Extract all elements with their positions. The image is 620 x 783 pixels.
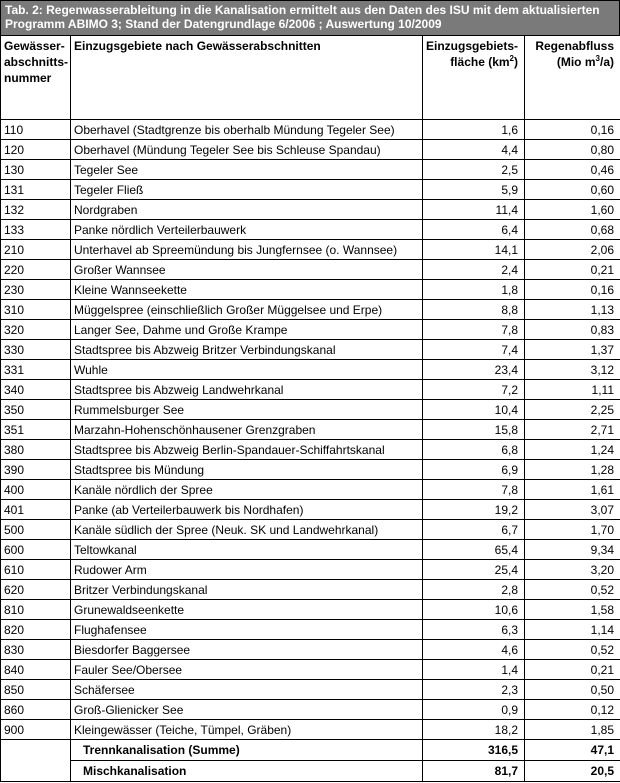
table-row — [1, 600, 620, 620]
cell-area: 10,6 — [423, 600, 525, 620]
cell-area: 2,4 — [423, 260, 525, 280]
cell-section-number: 331 — [1, 360, 71, 380]
cell-catchment-name: Schäfersee — [71, 680, 423, 700]
cell-area: 4,4 — [423, 140, 525, 160]
cell-section-number: 351 — [1, 420, 71, 440]
cell-runoff: 1,13 — [525, 300, 620, 320]
table-row — [1, 660, 620, 680]
cell-catchment-name: Biesdorfer Baggersee — [71, 640, 423, 660]
cell-section-number: 500 — [1, 520, 71, 540]
cell-catchment-name: Kanäle nördlich der Spree — [71, 480, 423, 500]
cell-section-number: 850 — [1, 680, 71, 700]
cell-area: 11,4 — [423, 200, 525, 220]
table-row — [1, 540, 620, 560]
total-empty-cell — [1, 740, 71, 761]
header-catchment-name: Einzugsgebiete nach Gewässerabschnitten — [71, 36, 423, 120]
cell-section-number: 860 — [1, 700, 71, 720]
cell-catchment-name: Teltowkanal — [71, 540, 423, 560]
cell-runoff: 0,52 — [525, 580, 620, 600]
table-body — [1, 120, 620, 782]
cell-area: 23,4 — [423, 360, 525, 380]
cell-runoff: 2,06 — [525, 240, 620, 260]
cell-runoff: 0,60 — [525, 180, 620, 200]
total-area: 316,5 — [423, 740, 525, 761]
table-row — [1, 380, 620, 400]
cell-area: 65,4 — [423, 540, 525, 560]
cell-section-number: 320 — [1, 320, 71, 340]
table-row — [1, 260, 620, 280]
table-row — [1, 300, 620, 320]
cell-catchment-name: Stadtspree bis Abzweig Landwehrkanal — [71, 380, 423, 400]
cell-section-number: 390 — [1, 460, 71, 480]
cell-catchment-name: Tegeler Fließ — [71, 180, 423, 200]
table-row — [1, 200, 620, 220]
cell-section-number: 120 — [1, 140, 71, 160]
cell-area: 7,2 — [423, 380, 525, 400]
cell-catchment-name: Kanäle südlich der Spree (Neuk. SK und Landwehrkanal) — [71, 520, 423, 540]
cell-section-number: 400 — [1, 480, 71, 500]
cell-runoff: 0,12 — [525, 700, 620, 720]
cell-section-number: 340 — [1, 380, 71, 400]
cell-area: 5,9 — [423, 180, 525, 200]
cell-area: 25,4 — [423, 560, 525, 580]
cell-area: 10,4 — [423, 400, 525, 420]
cell-catchment-name: Oberhavel (Mündung Tegeler See bis Schleuse Spandau) — [71, 140, 423, 160]
cell-catchment-name: Tegeler See — [71, 160, 423, 180]
cell-runoff: 1,14 — [525, 620, 620, 640]
total-runoff: 20,5 — [525, 761, 620, 782]
table-row — [1, 360, 620, 380]
cell-runoff: 0,52 — [525, 640, 620, 660]
cell-catchment-name: Fauler See/Obersee — [71, 660, 423, 680]
table-row — [1, 240, 620, 260]
total-row — [1, 761, 620, 782]
total-label: Mischkanalisation — [71, 761, 423, 782]
cell-catchment-name: Wuhle — [71, 360, 423, 380]
cell-runoff: 9,34 — [525, 540, 620, 560]
cell-area: 1,8 — [423, 280, 525, 300]
table-row — [1, 320, 620, 340]
cell-catchment-name: Groß-Glienicker See — [71, 700, 423, 720]
cell-area: 8,8 — [423, 300, 525, 320]
header-section-number: Gewässer- abschnitts- nummer — [1, 36, 71, 120]
cell-section-number: 132 — [1, 200, 71, 220]
cell-area: 7,4 — [423, 340, 525, 360]
table-row — [1, 680, 620, 700]
cell-section-number: 220 — [1, 260, 71, 280]
cell-section-number: 380 — [1, 440, 71, 460]
cell-runoff: 3,07 — [525, 500, 620, 520]
cell-catchment-name: Müggelspree (einschließlich Großer Müggelsee und Erpe) — [71, 300, 423, 320]
cell-section-number: 830 — [1, 640, 71, 660]
table-row — [1, 700, 620, 720]
cell-area: 6,4 — [423, 220, 525, 240]
cell-section-number: 900 — [1, 720, 71, 740]
cell-runoff: 1,60 — [525, 200, 620, 220]
cell-area: 1,6 — [423, 120, 525, 140]
cell-section-number: 810 — [1, 600, 71, 620]
cell-catchment-name: Stadtspree bis Abzweig Berlin-Spandauer-Schiffahrtskanal — [71, 440, 423, 460]
cell-runoff: 0,21 — [525, 660, 620, 680]
cell-section-number: 210 — [1, 240, 71, 260]
table-row — [1, 400, 620, 420]
cell-runoff: 2,25 — [525, 400, 620, 420]
table-row — [1, 620, 620, 640]
cell-catchment-name: Nordgraben — [71, 200, 423, 220]
table-row — [1, 480, 620, 500]
cell-area: 18,2 — [423, 720, 525, 740]
total-area: 81,7 — [423, 761, 525, 782]
table-row — [1, 500, 620, 520]
cell-catchment-name: Grunewaldseenkette — [71, 600, 423, 620]
table-row — [1, 440, 620, 460]
cell-runoff: 1,28 — [525, 460, 620, 480]
cell-catchment-name: Langer See, Dahme und Große Krampe — [71, 320, 423, 340]
cell-runoff: 1,61 — [525, 480, 620, 500]
cell-section-number: 133 — [1, 220, 71, 240]
cell-runoff: 0,68 — [525, 220, 620, 240]
cell-area: 6,8 — [423, 440, 525, 460]
cell-area: 7,8 — [423, 320, 525, 340]
cell-runoff: 1,58 — [525, 600, 620, 620]
cell-runoff: 2,71 — [525, 420, 620, 440]
cell-section-number: 230 — [1, 280, 71, 300]
cell-area: 6,9 — [423, 460, 525, 480]
cell-catchment-name: Panke nördlich Verteilerbauwerk — [71, 220, 423, 240]
cell-runoff: 0,46 — [525, 160, 620, 180]
cell-catchment-name: Kleingewässer (Teiche, Tümpel, Gräben) — [71, 720, 423, 740]
cell-section-number: 600 — [1, 540, 71, 560]
catchment-table — [0, 35, 620, 782]
cell-runoff: 0,16 — [525, 280, 620, 300]
table-row — [1, 340, 620, 360]
cell-catchment-name: Kleine Wannseekette — [71, 280, 423, 300]
cell-runoff: 0,80 — [525, 140, 620, 160]
cell-runoff: 1,24 — [525, 440, 620, 460]
cell-area: 6,3 — [423, 620, 525, 640]
cell-section-number: 620 — [1, 580, 71, 600]
table-row — [1, 580, 620, 600]
table-row — [1, 280, 620, 300]
cell-section-number: 610 — [1, 560, 71, 580]
table-row — [1, 120, 620, 140]
cell-section-number: 110 — [1, 120, 71, 140]
cell-catchment-name: Flughafensee — [71, 620, 423, 640]
table-row — [1, 720, 620, 740]
table-row — [1, 560, 620, 580]
table-row — [1, 160, 620, 180]
total-empty-cell — [1, 761, 71, 782]
table-title: Tab. 2: Regenwasserableitung in die Kanalisation ermittelt aus den Daten des ISU mit dem aktualisierten Programm ABIMO 3; Stand der Datengrundlage 6/2006 ; Auswertung 10/2009 — [0, 0, 620, 35]
cell-catchment-name: Großer Wannsee — [71, 260, 423, 280]
table-row — [1, 420, 620, 440]
cell-area: 0,9 — [423, 700, 525, 720]
cell-area: 15,8 — [423, 420, 525, 440]
cell-area: 6,7 — [423, 520, 525, 540]
cell-catchment-name: Stadtspree bis Abzweig Britzer Verbindungskanal — [71, 340, 423, 360]
header-runoff: Regenabfluss (Mio $m^3/a$) — [525, 36, 620, 120]
cell-section-number: 820 — [1, 620, 71, 640]
cell-area: 2,5 — [423, 160, 525, 180]
header-row — [1, 36, 620, 120]
cell-catchment-name: Marzahn-Hohenschönhausener Grenzgraben — [71, 420, 423, 440]
cell-area: 1,4 — [423, 660, 525, 680]
cell-section-number: 840 — [1, 660, 71, 680]
cell-area: 7,8 — [423, 480, 525, 500]
cell-runoff: 1,85 — [525, 720, 620, 740]
cell-section-number: 330 — [1, 340, 71, 360]
cell-runoff: 0,83 — [525, 320, 620, 340]
table-row — [1, 640, 620, 660]
cell-catchment-name: Unterhavel ab Spreemündung bis Jungfernsee (o. Wannsee) — [71, 240, 423, 260]
header-catchment-area: Einzugsgebiets- fläche $(km^2)$ — [423, 36, 525, 120]
cell-runoff: 3,20 — [525, 560, 620, 580]
cell-runoff: 0,16 — [525, 120, 620, 140]
total-runoff: 47,1 — [525, 740, 620, 761]
table-row — [1, 140, 620, 160]
cell-area: 2,3 — [423, 680, 525, 700]
cell-catchment-name: Rudower Arm — [71, 560, 423, 580]
table-row — [1, 180, 620, 200]
cell-section-number: 130 — [1, 160, 71, 180]
cell-catchment-name: Panke (ab Verteilerbauwerk bis Nordhafen) — [71, 500, 423, 520]
cell-area: 14,1 — [423, 240, 525, 260]
cell-catchment-name: Oberhavel (Stadtgrenze bis oberhalb Mündung Tegeler See) — [71, 120, 423, 140]
cell-section-number: 310 — [1, 300, 71, 320]
cell-section-number: 131 — [1, 180, 71, 200]
cell-catchment-name: Stadtspree bis Mündung — [71, 460, 423, 480]
cell-section-number: 401 — [1, 500, 71, 520]
cell-area: 4,6 — [423, 640, 525, 660]
table-row — [1, 460, 620, 480]
cell-runoff: 0,21 — [525, 260, 620, 280]
cell-catchment-name: Rummelsburger See — [71, 400, 423, 420]
cell-runoff: 1,70 — [525, 520, 620, 540]
cell-runoff: 3,12 — [525, 360, 620, 380]
cell-runoff: 1,37 — [525, 340, 620, 360]
cell-catchment-name: Britzer Verbindungskanal — [71, 580, 423, 600]
table-row — [1, 520, 620, 540]
cell-runoff: 1,11 — [525, 380, 620, 400]
cell-area: 2,8 — [423, 580, 525, 600]
total-row — [1, 740, 620, 761]
total-label: Trennkanalisation (Summe) — [71, 740, 423, 761]
cell-runoff: 0,50 — [525, 680, 620, 700]
table-row — [1, 220, 620, 240]
cell-area: 19,2 — [423, 500, 525, 520]
cell-section-number: 350 — [1, 400, 71, 420]
